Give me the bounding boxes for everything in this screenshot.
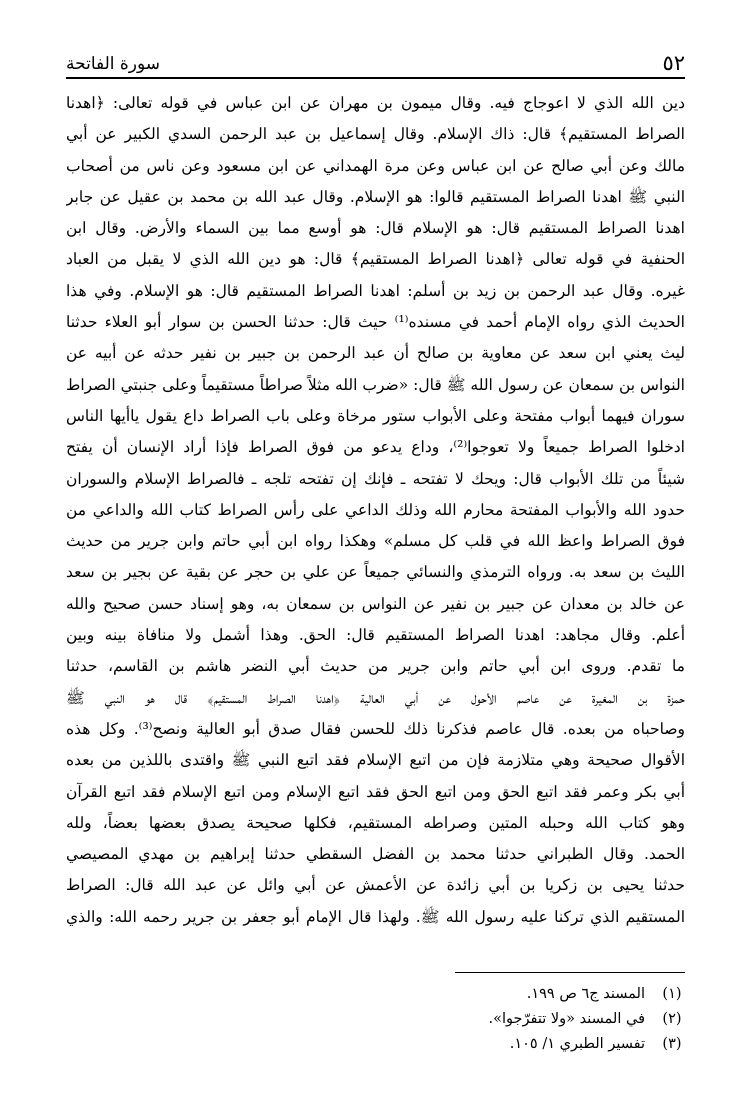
text-line: أبي بكر وعمر فقد اتبع الحق ومن اتبع الحق فقد اتبع الإسلام ومن اتبع الإسلام فقد اتبع القرآن [66,782,685,801]
text-line: حدثنا يحيى بن زكريا بن أبي زائدة عن الأعمش عن أبي وائل عن عبد الله قال: الصراط [66,876,685,895]
text-line: شيئاً من تلك الأبواب قال: ويحك لا تفتحه ـ فإنك إن تفتحه تلجه ـ فالصراط الإسلام والسوران [66,469,685,488]
text-line: ليث يعني ابن سعد عن معاوية بن صالح أن عبد الرحمن بن جبير بن نفير حدثه عن أبيه عن [66,344,685,363]
text-line: وهو كتاب الله وحبله المتين وصراطه المستقيم، فكلها صحيحة يصدق بعضها بعضاً، ولله [66,813,685,832]
footnote-number: (٢) [662,1011,682,1027]
footnote-text: المسند ج٦ ص ١٩٩. [526,986,645,1002]
text-line: الحنفية في قوله تعالى ﴿اهدنا الصراط المستقيم﴾ قال: هو دين الله الذي لا يقبل من العباد [66,250,685,269]
text-line: ادخلوا الصراط جميعاً ولا تعوجوا⁽²⁾، وداع يدعو من فوق الصراط فإذا أراد الإنسان أن يفتح [66,438,685,457]
text-line: الليث بن سعد به. ورواه الترمذي والنسائي جميعاً عن علي بن حجر عن بقية عن بجير بن سعد [66,563,685,582]
text-line: الأقوال صحيحة وهي متلازمة فإن من اتبع الإسلام فقد اتبع النبي ﷺ واقتدى باللذين من بعده [66,751,685,770]
text-line: المستقيم الذي تركنا عليه رسول الله ﷺ. ولهذا قال الإمام أبو جعفر بن جرير رحمه الله: والذي [66,907,685,926]
text-line: فوق الصراط واعظ الله في قلب كل مسلم» وهكذا رواه ابن أبي حاتم وابن جرير من حديث [66,532,685,551]
text-line: عن خالد بن معدان عن جبير بن نفير عن النواس بن سمعان به، وهو إسناد حسن صحيح والله [66,594,685,613]
main-text [66,88,685,933]
text-line: أعلم. وقال مجاهد: اهدنا الصراط المستقيم قال: الحق. وهذا أشمل ولا منافاة بينه وبين [66,626,685,645]
footnote-item [285,1007,685,1032]
text-line: حمزة بن المغيرة عن عاصم الأحول عن أبي العالية ﴿اهدنا الصراط المستقيم﴾ قال هو النبي ﷺ [66,688,685,707]
footnote-divider [455,972,685,973]
footnote-item [285,982,685,1007]
text-line: سوران فيهما أبواب مفتحة وعلى الأبواب ستور مرخاة وعلى باب الصراط داع يقول ياأيها الناس [66,406,685,425]
surah-name: سورة الفاتحة [66,54,161,74]
text-line: النبي ﷺ اهدنا الصراط المستقيم قالوا: هو الإسلام. وقال عبد الله بن محمد بن عقيل عن جابر [66,187,685,206]
text-line: الحمد. وقال الطبراني حدثنا محمد بن الفضل السقطي حدثنا إبراهيم بن مهدي المصيصي [66,845,685,864]
text-line: دين الله الذي لا اعوجاج فيه. وقال ميمون بن مهران عن ابن عباس في قوله تعالى: ﴿اهدنا [66,94,685,112]
footnote-item [285,1032,685,1057]
text-line: حدود الله والأبواب المفتحة محارم الله وذلك الداعي على رأس الصراط كتاب الله والداعي من [66,500,685,519]
text-line: غيره. وقال عبد الرحمن بن زيد بن أسلم: اهدنا الصراط المستقيم قال: هو الإسلام. وفي هذا [66,281,685,300]
footnote-number: (١) [662,986,682,1002]
page-number: ٥٢ [662,51,685,75]
page-header [66,45,685,79]
text-line: الحديث الذي رواه الإمام أحمد في مسنده⁽¹⁾ حيث قال: حدثنا الحسن بن سوار أبو العلاء حدثنا [66,313,685,332]
text-line: النواس بن سمعان عن رسول الله ﷺ قال: «ضرب الله مثلاً صراطاً مستقيماً وعلى جنبتي الصراط [66,375,685,394]
text-line: وصاحباه من بعده. قال عاصم فذكرنا ذلك للحسن فقال صدق أبو العالية ونصح⁽³⁾. وكل هذه [66,719,685,738]
footnote-number: (٣) [662,1036,682,1052]
text-line: مالك وعن أبي صالح عن ابن عباس وعن مرة الهمداني عن ابن مسعود وعن ناس من أصحاب [66,156,685,175]
footnote-text: في المسند «ولا تتفرّجوا». [488,1011,645,1027]
text-line: ما تقدم. وروى ابن أبي حاتم وابن جرير من حديث أبي النضر هاشم بن القاسم، حدثنا [66,657,685,676]
footnotes [285,982,685,1057]
text-line: اهدنا الصراط المستقيم قال: هو الإسلام قال: هو أوسع مما بين السماء والأرض. وقال ابن [66,219,685,238]
footnote-text: تفسير الطبري ١/ ١٠٥. [509,1036,645,1052]
text-line: الصراط المستقيم﴾ قال: ذاك الإسلام. وقال إسماعيل بن عبد الرحمن السدي الكبير عن أبي [66,125,685,144]
